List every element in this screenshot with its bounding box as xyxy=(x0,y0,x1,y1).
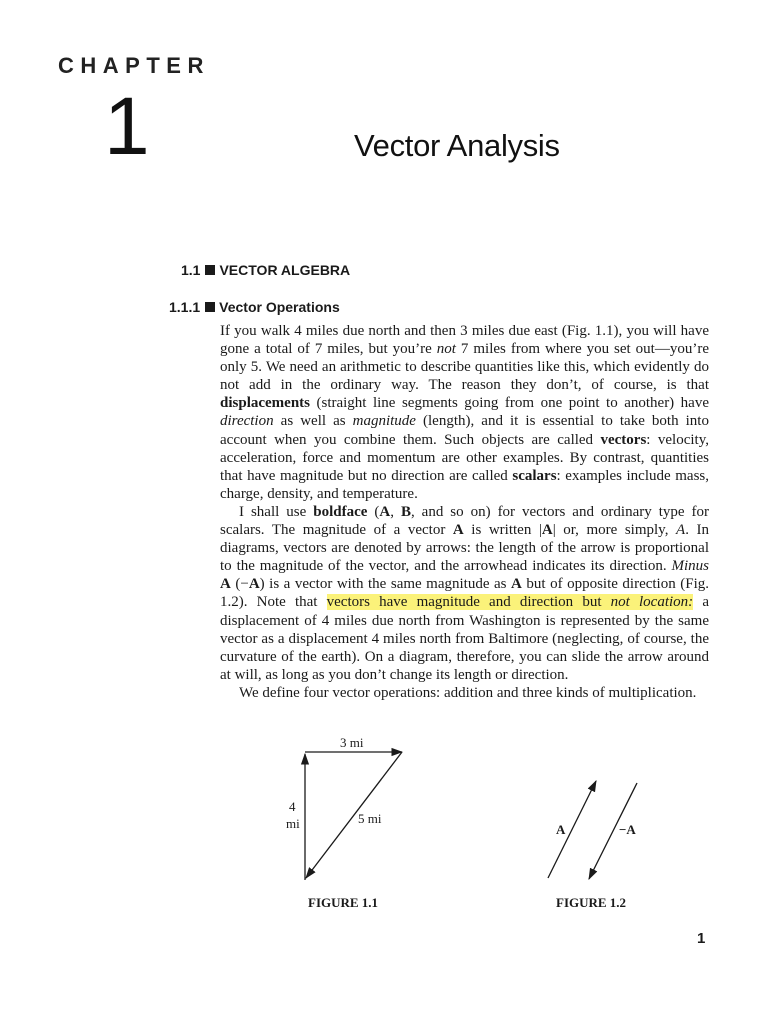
figure-1-1 xyxy=(305,752,402,880)
figure-1-1-label-diagonal: 5 mi xyxy=(358,811,382,826)
subsection-title: Vector Operations xyxy=(219,299,340,315)
figure-1-1-label-left-2: mi xyxy=(286,816,300,831)
section-title: VECTOR ALGEBRA xyxy=(219,262,351,278)
chapter-heading: CHAPTER xyxy=(58,53,210,78)
paragraph-3: We define four vector operations: addition and three kinds of multiplication. xyxy=(239,684,697,701)
highlighted-text[interactable]: vectors have magnitude and direction but not location: xyxy=(326,594,694,611)
paragraph-1: If you walk 4 miles due north and then 3 miles due east (Fig. 1.1), you will have gone a total of 7 miles, but you’re not 7 miles from where you set out—you’re only 5. We need an arithmetic to describe quantities like this, which evidently do not add in the ordinary way. The reason they don’t, of course, is that displacements (straight line segments going from one point to another) have direction as well as magnitude (length), and it is essential to take both into account when you combine them. Such objects are called vectors: velocity, acceleration, force and momentum are other examples. By contrast, quantities that have magnitude but no direction are called scalars: examples include mass, charge, density, and temperature. xyxy=(220,323,709,502)
figure-1-1-label-left-1: 4 xyxy=(289,799,296,814)
figure-1-2-label-minus-a: −A xyxy=(619,822,636,837)
paragraph-2: I shall use boldface (A, B, and so on) for vectors and ordinary type for scalars. The magnitude of a vector A is written |A| or, more simply, A. In diagrams, vectors are denoted by arrows: the length of the arrow is proportional to the magnitude of the vector, and the arrowhead indicates its direction. Minus A (−A) is a vector with the same magnitude as A but of opposite direction (Fig. 1.2). Note that vectors have magnitude and direction but not location: a displacement of 4 miles due north from Washington is represented by the same vector as a displacement 4 miles north from Baltimore (neglecting, of course, the curvature of the earth). On a diagram, therefore, you can slide the arrow around at will, as long as you don’t change its length or direction. xyxy=(220,503,709,683)
chapter-number: 1 xyxy=(104,81,148,172)
figure-1-2-caption: FIGURE 1.2 xyxy=(556,895,627,910)
page-number: 1 xyxy=(697,930,706,947)
figure-1-2-label-a: A xyxy=(556,822,566,837)
vector-resultant xyxy=(306,752,402,878)
chapter-title: Vector Analysis xyxy=(354,128,560,163)
figure-1-1-label-top: 3 mi xyxy=(340,735,364,750)
subsection-number: 1.1.1 xyxy=(169,299,201,315)
figure-1-1-caption: FIGURE 1.1 xyxy=(308,895,379,910)
section-number: 1.1 xyxy=(181,262,201,278)
